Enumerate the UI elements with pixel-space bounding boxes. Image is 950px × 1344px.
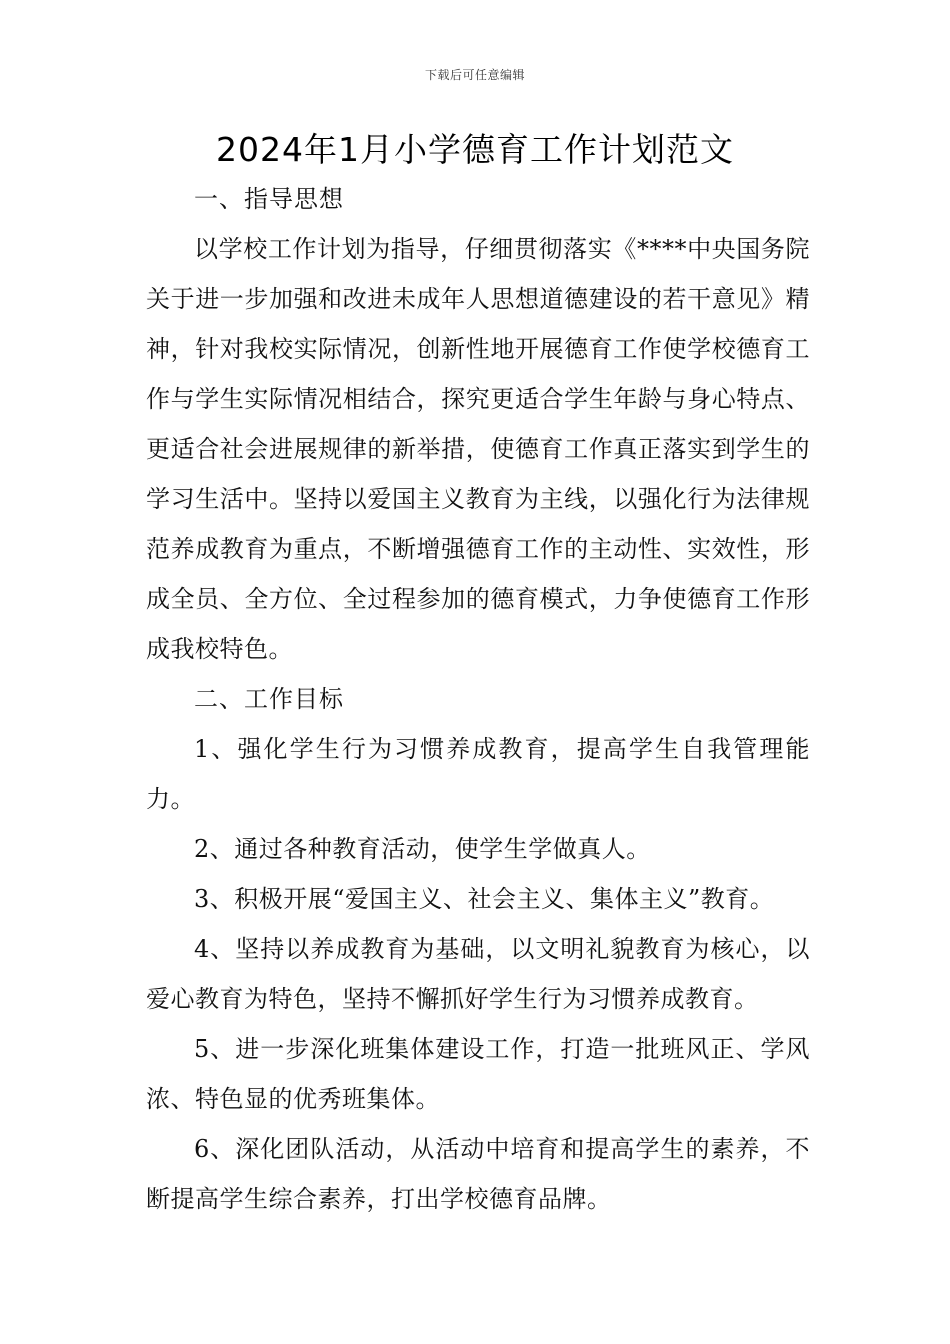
goal-item-3: 3、积极开展“爱国主义、社会主义、集体主义”教育。: [194, 885, 775, 913]
goal-item-1: 1、强化学生行为习惯养成教育，提高学生自我管理能力。: [146, 735, 810, 813]
goal-item-4: 4、坚持以养成教育为基础，以文明礼貌教育为核心，以爱心教育为特色，坚持不懈抓好学生行为习惯养成教育。: [146, 935, 810, 1013]
paragraph-guiding-ideology: 以学校工作计划为指导，仔细贯彻落实《****中央国务院关于进一步加强和改进未成年人思想道德建设的若干意见》精神，针对我校实际情况，创新性地开展德育工作使学校德育工作与学生实际情况相结合，探究更适合学生年龄与身心特点、更适合社会进展规律的新举措，使德育工作真正落实到学生的学习生活中。坚持以爱国主义教育为主线，以强化行为法律规范养成教育为重点，不断增强德育工作的主动性、实效性，形成全员、全方位、全过程参加的德育模式，力争使德育工作形成我校特色。: [146, 235, 810, 663]
header-note: 下载后可任意编辑: [424, 68, 525, 82]
section-heading-work-goals: 二、工作目标: [194, 685, 344, 713]
document-body: [146, 174, 810, 1224]
document-title: 2024年1月小学德育工作计划范文: [216, 130, 734, 169]
goal-item-6: 6、深化团队活动，从活动中培育和提高学生的素养，不断提高学生综合素养，打出学校德育品牌。: [146, 1135, 810, 1213]
goal-item-2: 2、通过各种教育活动，使学生学做真人。: [194, 835, 651, 863]
goal-item-5: 5、进一步深化班集体建设工作，打造一批班风正、学风浓、特色显的优秀班集体。: [146, 1035, 810, 1113]
section-heading-guiding-ideology: 一、指导思想: [194, 185, 344, 213]
